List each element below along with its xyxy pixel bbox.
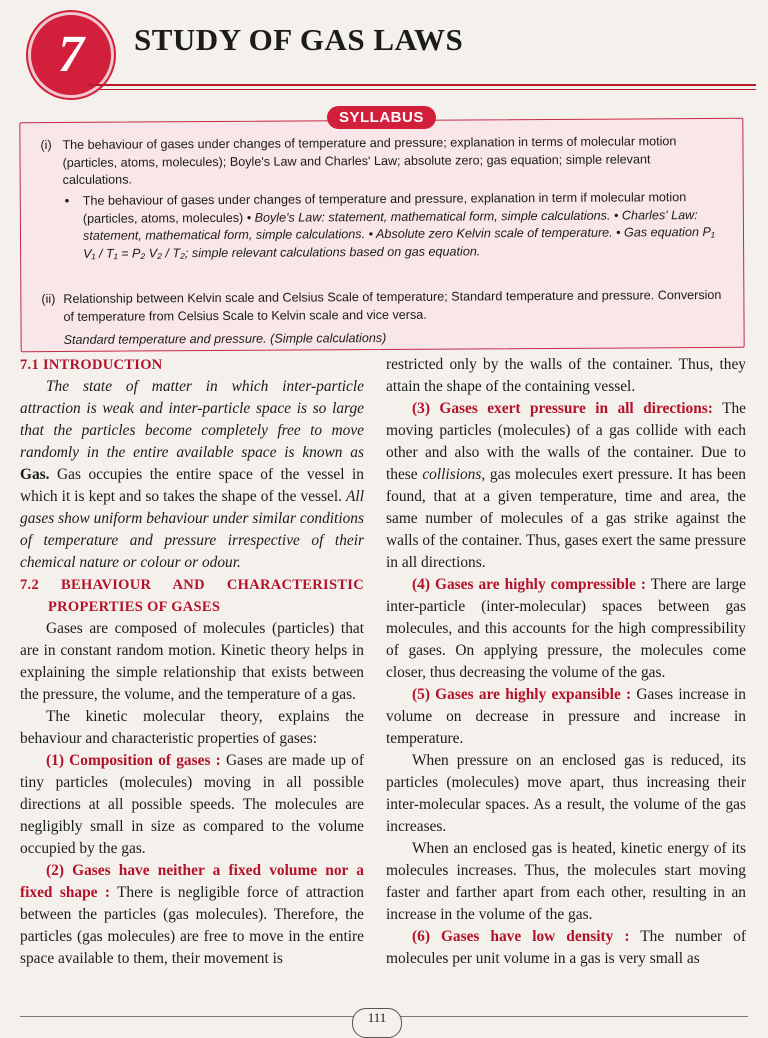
title-rule [88, 84, 756, 86]
paragraph: The kinetic molecular theory, explains the behaviour and characteristic properties of gases: [20, 708, 364, 747]
intro-text-3: All gases show uniform behaviour under similar conditions of temperature and pressure irrespective of their chemical nature or colour or odour. [20, 488, 364, 571]
collisions-term: collisions, [422, 466, 486, 483]
section-heading: 7.2 BEHAVIOUR AND CHARACTERISTIC PROPERTIES OF GASES [20, 577, 364, 615]
property-text: The number of molecules per unit volume in a gas is very small as [386, 928, 746, 967]
syllabus-item-1 [40, 133, 722, 190]
intro-text-2: Gas occupies the entire space of the vessel in which it is kept and so takes the shape of the vessel. [20, 466, 364, 505]
syllabus-text: Relationship between Kelvin scale and Celsius Scale of temperature; Standard temperature and pressure. Conversion of temperature from Celsius Scale to Kelvin scale and vice versa. [63, 287, 722, 324]
property-text: gas molecules exert pressure. It has been found, that at a given temperature, time and area, the same number of molecules of a gas strike against the walls of the container. Thus, gases exert the same pressure in all directions. [386, 466, 746, 571]
syllabus-box [19, 118, 744, 352]
page-number: 111 [352, 1008, 402, 1038]
intro-text: The state of matter in which inter-particle attraction is weak and inter-particle space is so large that the particles become completely free to move randomly in the entire available space is known as [20, 378, 364, 461]
property-text: The moving particles (molecules) of a gas collide with each other and also with the walls of the container. Due to these [386, 400, 747, 483]
syllabus-item-3 [41, 287, 723, 326]
syllabus-item-4: Standard temperature and pressure. (Simple calculations) [63, 330, 387, 347]
syllabus-gas-equation: • Gas equation P₁ V₁ / T₁ = P₂ V₂ / T₂; simple relevant calculations based on gas equation. [83, 224, 715, 261]
left-column [20, 354, 364, 970]
paragraph: Gases are composed of molecules (particles) that are in constant random motion. Kinetic theory helps in explaining the simple relationship that exists between the pressure, the volume, and the temperature of a gas. [20, 620, 364, 703]
syllabus-item-2 [64, 189, 723, 263]
paragraph: restricted only by the walls of the container. Thus, they attain the shape of the containing vessel. [386, 356, 746, 395]
property-text: There are large inter-particle (inter-molecular) spaces between gas molecules, and this accounts for the high compressibility of gases. On applying pressure, the molecules come closer, thus decreasing the volume of the gas. [386, 576, 746, 681]
property-text: Gases increase in volume on decrease in pressure and increase in temperature. [386, 686, 746, 747]
property-heading: (2) Gases have neither a fixed volume nor a fixed shape : [20, 862, 364, 901]
right-column [386, 354, 746, 970]
property-3 [386, 398, 746, 574]
syllabus-absolute-zero: • Absolute zero Kelvin scale of temperature. [368, 225, 613, 242]
syllabus-text: The behaviour of gases under changes of temperature and pressure, explanation in term if molecular motion (particles, atoms, molecules) [82, 190, 687, 226]
chapter-number: 7 [58, 26, 84, 83]
title-rule-secondary [100, 89, 756, 90]
property-6 [386, 926, 746, 970]
property-4 [386, 574, 746, 684]
syllabus-marker: (ii) [41, 291, 56, 307]
paragraph: When an enclosed gas is heated, kinetic energy of its molecules increases. Thus, the molecules start moving faster and farther apart from each other, resulting in an increase in the volume of the gas. [386, 840, 746, 923]
property-heading: (3) Gases exert pressure in all directions: [412, 400, 713, 417]
property-1 [20, 750, 364, 860]
property-2 [20, 860, 364, 970]
syllabus-text: The behaviour of gases under changes of temperature and pressure; explanation in terms of molecular motion (particles, atoms, molecules); Boyle's Law and Charles' Law; absolute zero; gas equation; simple relevant calculations. [62, 134, 677, 187]
property-text: There is negligible force of attraction between the particles (gas molecules). Therefore, the particles (gas molecules) are free to move in the entire space available to them, their movement is [20, 884, 364, 967]
paragraph: When pressure on an enclosed gas is reduced, its particles (molecules) move apart, thus increasing their inter-molecular spaces. As a result, the volume of the gas increases. [386, 752, 746, 835]
section-heading: 7.1 INTRODUCTION [20, 357, 163, 373]
intro-paragraph [20, 376, 364, 574]
property-heading: (1) Composition of gases : [46, 752, 221, 769]
property-5 [386, 684, 746, 750]
property-text: Gases are made up of tiny particles (molecules) moving in all possible directions at all possible speeds. The molecules are negligibly small in size as compared to the volume occupied by the gas. [20, 752, 364, 857]
chapter-title: STUDY OF GAS LAWS [134, 22, 464, 57]
syllabus-boyle: • Boyle's Law: statement, mathematical form, simple calculations. [246, 208, 611, 225]
bullet-icon: • [64, 193, 70, 208]
syllabus-label: SYLLABUS [327, 106, 436, 129]
gas-term: Gas. [20, 466, 50, 483]
property-heading: (5) Gases are highly expansible : [412, 686, 632, 703]
syllabus-marker: (i) [40, 138, 52, 153]
property-heading: (4) Gases are highly compressible : [412, 576, 647, 593]
syllabus-charles: • Charles' Law: statement, mathematical form, simple calculations. [82, 207, 698, 243]
property-heading: (6) Gases have low density : [412, 928, 630, 945]
